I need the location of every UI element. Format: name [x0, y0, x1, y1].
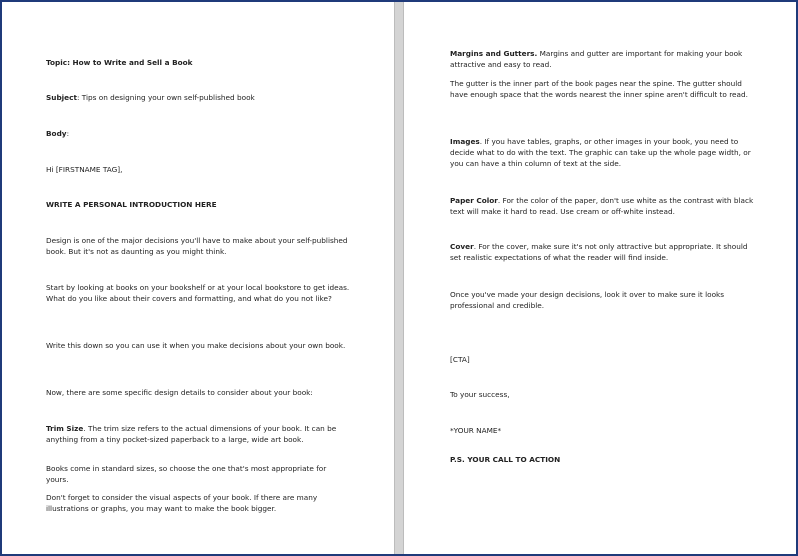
- trim-size-label: Trim Size: [46, 424, 84, 433]
- images-paragraph: [450, 136, 760, 170]
- right-page: [404, 2, 796, 554]
- greeting: Hi [FIRSTNAME TAG],: [46, 165, 123, 174]
- paragraph-5: Books come in standard sizes, so choose the one that's most appropriate for yours.: [46, 464, 327, 485]
- paper-color-paragraph: [450, 195, 760, 217]
- topic-line: Topic: How to Write and Sell a Book: [46, 58, 193, 67]
- paragraph-6: Don't forget to consider the visual aspects of your book. If there are many illustrations or graphs, you may want to make the book bigger.: [46, 493, 318, 514]
- margins-text: Margins and gutter are important for making your book attractive and easy to read.: [450, 49, 743, 70]
- cover-label: Cover: [450, 242, 474, 251]
- paragraph-2: Start by looking at books on your bookshelf or at your local bookstore to get ideas. What do you like about their covers and formatting, and what do you not like?: [46, 283, 350, 304]
- paragraph-3: Write this down so you can use it when you make decisions about your own book.: [46, 341, 346, 350]
- margins-paragraph: [450, 48, 760, 70]
- body-line: [46, 128, 351, 139]
- paper-color-text: . For the color of the paper, don't use white as the contrast with black text will make it hard to read. Use cream or off-white instead.: [450, 196, 754, 217]
- subject-text: : Tips on designing your own self-published book: [76, 93, 255, 102]
- paper-color-label: Paper Color: [450, 196, 498, 205]
- body-colon: :: [66, 129, 70, 138]
- closing-paragraph: Once you've made your design decisions, look it over to make sure it looks professional and credible.: [450, 290, 725, 311]
- gutter-paragraph: The gutter is the inner part of the book pages near the spine. The gutter should have enough space that the words nearest the inner spine aren't difficult to read.: [450, 79, 748, 100]
- subject-label: Subject: [46, 93, 77, 102]
- margins-label: Margins and Gutters.: [450, 49, 538, 58]
- intro-heading: WRITE A PERSONAL INTRODUCTION HERE: [46, 200, 217, 209]
- trim-size-text: . The trim size refers to the actual dimensions of your book. It can be anything from a tiny pocket-sized paperback to a large, wide art book.: [46, 424, 337, 445]
- body-label: Body: [46, 129, 67, 138]
- subject-line: [46, 92, 351, 103]
- signoff: To your success,: [450, 390, 510, 399]
- left-page: [2, 2, 394, 554]
- cover-text: . For the cover, make sure it's not only attractive but appropriate. It should set realistic expectations of what the reader will find inside.: [450, 242, 748, 263]
- paragraph-4: Now, there are some specific design details to consider about your book:: [46, 388, 313, 397]
- page-gutter: [394, 2, 404, 554]
- ps-line: P.S. YOUR CALL TO ACTION: [450, 455, 561, 464]
- trim-size-paragraph: [46, 423, 351, 445]
- document-viewer: [2, 2, 796, 554]
- paragraph-1: Design is one of the major decisions you'll have to make about your self-published book. But it's not as daunting as you might think.: [46, 236, 348, 257]
- cover-paragraph: [450, 241, 760, 263]
- cta-placeholder: [CTA]: [450, 355, 470, 364]
- your-name: *YOUR NAME*: [450, 426, 502, 435]
- images-text: . If you have tables, graphs, or other images in your book, you need to decide what to do with the text. The graphic can take up the whole page width, or you can have a thin column of text at the side.: [450, 137, 751, 169]
- images-label: Images: [450, 137, 480, 146]
